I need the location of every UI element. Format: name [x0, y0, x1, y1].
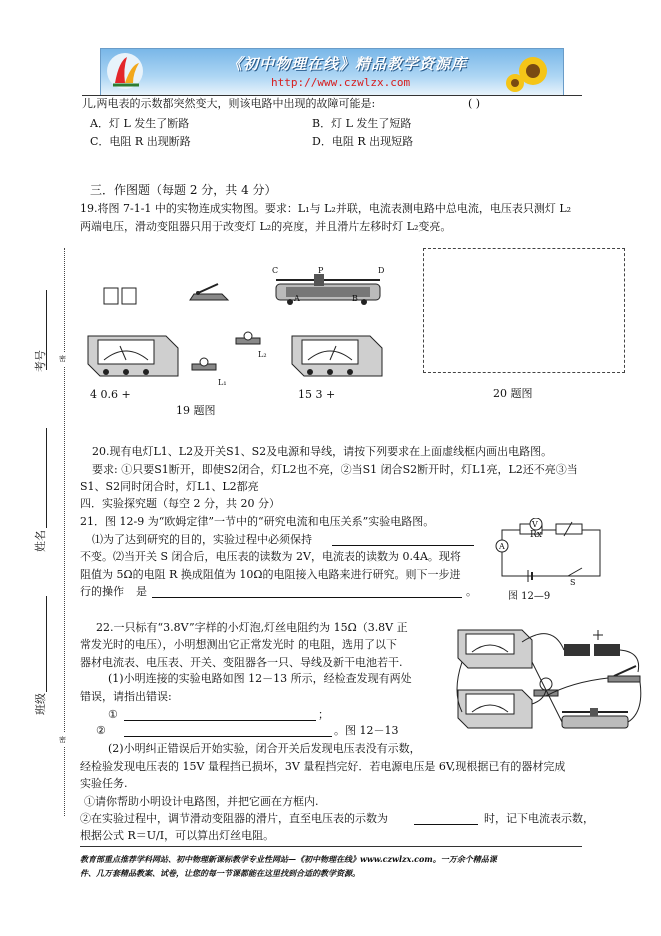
q22-line3: 器材电流表、电压表、开关、变阻器各一只、导线及新干电池若干.	[80, 656, 403, 669]
q21-end: 。	[466, 585, 477, 598]
binding-dotted-line	[64, 248, 65, 816]
footer-line1: 教育部重点推荐学科网站、初中物理新课标教学专业性网站—《初中物理在线》www.czwlzx.com。一万余个精品课	[80, 854, 497, 864]
q18-option-a: A．灯 L 发生了断路	[90, 117, 190, 130]
q20-line3: S1、S2同时闭合时，灯L1、L2都亮	[80, 480, 259, 493]
q18-option-b: B．灯 L 发生了短路	[312, 117, 412, 130]
q22-line1: 22.一只标有“3.8V”字样的小灯泡,灯丝电阻约为 15Ω（3.8V 正	[96, 621, 408, 634]
q18-paren: ( )	[468, 97, 481, 110]
q21-line5b: 是	[136, 585, 147, 598]
header-banner	[100, 48, 564, 96]
rheostat-label-p: P	[318, 266, 324, 275]
figure-20-answer-box[interactable]	[423, 248, 625, 373]
caption-19: 19 题图	[176, 404, 216, 417]
q21-line5a: 行的操作	[80, 585, 124, 598]
name-field-line[interactable]	[46, 428, 47, 528]
q21-line2: ⑴为了达到研究的目的，实验过程中必须保持	[92, 533, 312, 546]
rheostat-icon	[276, 274, 380, 305]
section4-heading: 四．实验探究题（每空 2 分，共 20 分）	[80, 497, 280, 510]
footer-line2: 件、几万套精品教案、试卷，让您的每一节课都能在这里找到合适的教学资源。	[80, 868, 360, 878]
voltmeter-icon	[458, 690, 532, 728]
battery-icon	[564, 644, 620, 656]
class-label: 班级	[34, 693, 47, 715]
q21-line4: 阻值为 5Ω的电阻 R 换成阻值为 10Ω的电阻接入电路来进行研究。则下一步进	[80, 568, 461, 581]
class-field-line[interactable]	[46, 596, 47, 692]
logo-icon	[105, 51, 145, 91]
rheostat-label-d: D	[378, 266, 385, 275]
fig129-v: V	[532, 520, 538, 529]
rheostat-label-b: B	[352, 294, 358, 303]
fig129-s: S	[570, 578, 576, 587]
header-url[interactable]: http://www.czwlzx.com	[271, 76, 411, 89]
rheostat-icon	[562, 708, 628, 728]
rheostat-label-c: C	[272, 266, 279, 275]
caption-20: 20 题图	[493, 387, 533, 400]
lamp-icon	[192, 332, 260, 370]
switch-icon	[608, 666, 640, 682]
lamp-icon	[534, 678, 558, 696]
battery-icon	[104, 288, 136, 304]
fig129-caption: 图 12—9	[508, 591, 551, 602]
q22-blank-1[interactable]	[124, 720, 316, 721]
q22-line10a: ②在实验过程中，调节滑动变阻器的滑片，直至电压表的示数为	[80, 812, 388, 825]
q22-blank2-num: ②	[96, 724, 106, 737]
voltmeter-icon	[292, 336, 382, 376]
q21-blank-1[interactable]	[332, 545, 474, 546]
fig129-rx: Rx	[530, 530, 542, 540]
fig129-a: A	[499, 542, 505, 551]
switch-icon	[190, 284, 228, 300]
ammeter-icon	[88, 336, 178, 376]
ammeter-icon	[458, 630, 532, 668]
q21-line3: 不变。⑵当开关 S 闭合后，电压表的读数为 2V，电流表的读数为 0.4A。现将	[80, 550, 461, 563]
sunflower-icon	[501, 49, 561, 95]
q22-line4: (1)小明连接的实验电路如图 12－13 所示，经检查发现有两处	[108, 672, 412, 685]
q22-line10b: 时，记下电流表示数，	[484, 812, 594, 825]
q22-line6: (2)小明纠正错误后开始实验，闭合开关后发现电压表没有示数，	[108, 742, 421, 755]
q18-option-c: C．电阻 R 出现断路	[90, 135, 191, 148]
figure-19	[80, 260, 420, 400]
ammeter-terminals: 4 0.6 +	[90, 388, 131, 401]
header-title: 《初中物理在线》精品教学资源库	[227, 55, 468, 73]
seal-mark-2: 密	[59, 733, 66, 747]
q19-line1: 19.将图 7-1-1 中的实物连成实物图。要求：L₁与 L₂并联，电流表测电路中总电流，电压表只测灯 L₂	[80, 202, 572, 215]
q20-line2: 要求: ①只要S1断开，即使S2闭合，灯L2也不亮，②当S1 闭合S2断开时，灯L1亮，L2还不亮③当	[92, 463, 578, 476]
footer-rule	[80, 846, 582, 847]
q20-line1: 20.现有电灯L1、L2及开关S1、S2及电源和导线，请按下列要求在上面虚线框内画出电路图。	[92, 445, 553, 458]
q22-blank-2[interactable]	[124, 736, 332, 737]
exam-no-label: 考号	[34, 350, 47, 372]
q22-blank1-end: ；	[318, 708, 329, 721]
seal-mark-1: 密	[59, 352, 66, 366]
q22-blank-3[interactable]	[414, 824, 478, 825]
q22-blank1-num: ①	[108, 708, 118, 721]
section3-heading: 三．作图题（每题 2 分，共 4 分）	[90, 183, 277, 197]
figure-12-13	[452, 612, 648, 748]
q22-line11: 根据公式 R＝U/I，可以算出灯丝电阻。	[80, 829, 275, 842]
voltmeter-terminals: 15 3 +	[298, 388, 336, 401]
q22-line7: 经检验发现电压表的 15V 量程挡已损坏，3V 量程挡完好．若电源电压是 6V,现根据已有的器材完成	[80, 760, 566, 773]
q21-line1: 21．图 12-9 为“欧姆定律”一节中的“研究电流和电压关系”实验电路图。	[80, 515, 435, 528]
q21-blank-2[interactable]	[152, 597, 462, 598]
q18-text: 儿,两电表的示数都突然变大，则该电路中出现的故障可能是:	[82, 97, 376, 110]
q18-option-d: D．电阻 R 出现短路	[312, 135, 414, 148]
q19-line2: 两端电压，滑动变阻器只用于改变灯 L₂的亮度，并且滑片左移时灯 L₂变亮。	[80, 220, 452, 233]
q22-line5: 错误，请指出错误:	[80, 690, 172, 703]
lamp-label-l1: L₁	[218, 378, 227, 387]
name-label: 姓名	[34, 530, 47, 552]
rheostat-label-a: A	[294, 294, 300, 303]
header-rule	[82, 95, 582, 96]
lamp-label-l2: L₂	[258, 350, 267, 359]
q22-line2: 常发光时的电压），小明想测出它正常发光时 的电阻，选用了以下	[80, 638, 397, 651]
q22-blank2-end: 。图 12－13	[334, 724, 399, 737]
figure-12-9-circuit	[488, 518, 608, 586]
q22-line9: ①请你帮助小明设计电路图，并把它画在方框内.	[84, 795, 319, 808]
q22-line8: 实验任务.	[80, 777, 128, 790]
